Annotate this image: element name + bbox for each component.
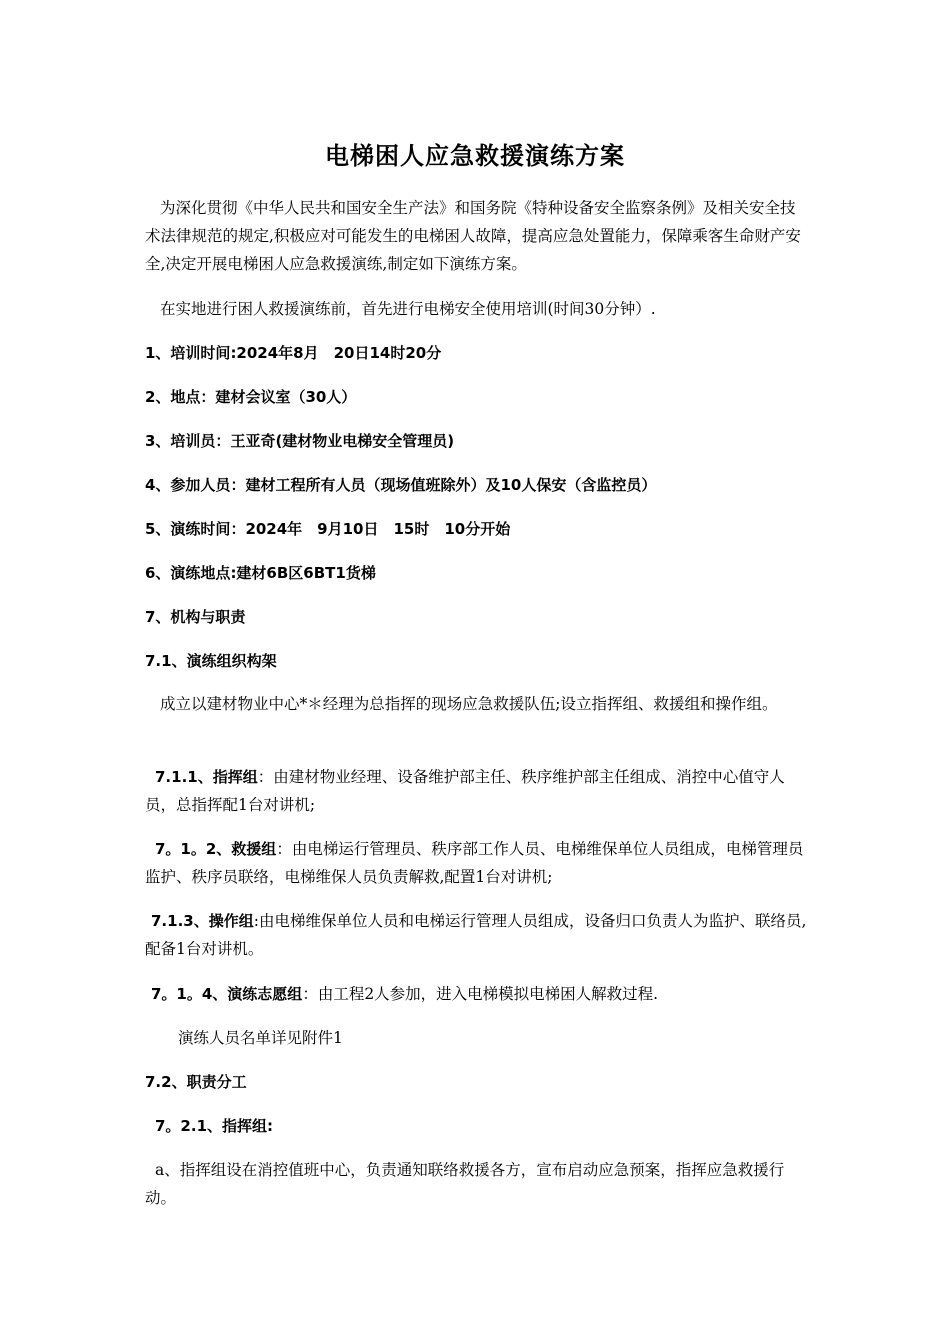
training-note: 在实地进行困人救援演练前，首先进行电梯安全使用培训(时间30分钟）. bbox=[160, 300, 656, 318]
item-location: 2、地点：建材会议室（30人） bbox=[145, 388, 357, 406]
organization-paragraph: 成立以建材物业中心*＊经理为总指挥的现场应急救援队伍;设立指挥组、救援组和操作组。 bbox=[160, 695, 778, 713]
section-duty-division: 7.2、职责分工 bbox=[145, 1073, 247, 1091]
item-participants: 4、参加人员：建材工程所有人员（现场值班除外）及10人保安（含监控员） bbox=[145, 476, 657, 494]
roster-note: 演练人员名单详见附件1 bbox=[178, 1029, 343, 1047]
intro-paragraph: 为深化贯彻《中华人民共和国安全生产法》和国务院《特种设备安全监察条例》及相关安全技术法律规范的规定,积极应对可能发生的电梯困人故障，提高应急处置能力，保障乘客生命财产安全,决定开展电梯困人应急救援演练,制定如下演练方案。 bbox=[145, 199, 801, 273]
group-operation-text: :由电梯维保单位人员和电梯运行管理人员组成，设备归口负责人为监护、联络员,配备1台对讲机。 bbox=[145, 912, 807, 958]
group-rescue-text: ：由电梯运行管理员、秩序部工作人员、电梯维保单位人员组成，电梯管理员监护、秩序员联络，电梯维保人员负责解救,配置1台对讲机; bbox=[145, 840, 804, 886]
group-rescue-paragraph bbox=[145, 835, 810, 891]
group-volunteer-paragraph bbox=[145, 980, 810, 1008]
item-training-time: 1、培训时间:2024年8月 20日14时20分 bbox=[145, 344, 442, 362]
group-operation-paragraph bbox=[145, 907, 810, 963]
group-operation-label: 7.1.3、操作组 bbox=[151, 912, 254, 930]
section-command-group: 7。2.1、指挥组: bbox=[155, 1117, 274, 1135]
item-drill-time: 5、演练时间：2024年 9月10日 15时 10分开始 bbox=[145, 520, 511, 538]
group-volunteer-text: ：由工程2人参加，进入电梯模拟电梯困人解救过程. bbox=[302, 985, 659, 1003]
section-organization-structure: 7.1、演练组织构架 bbox=[145, 652, 277, 670]
group-rescue-label: 7。1。2、救援组 bbox=[155, 840, 277, 858]
item-trainer: 3、培训员：王亚奇(建材物业电梯安全管理员) bbox=[145, 432, 455, 450]
command-duty-a: a、指挥组设在消控值班中心，负责通知联络救援各方，宣布启动应急预案，指挥应急救援行动。 bbox=[145, 1161, 785, 1207]
item-drill-location: 6、演练地点:建材6B区6BT1货梯 bbox=[145, 564, 376, 582]
group-command-label: 7.1.1、指挥组 bbox=[155, 768, 258, 786]
document-title: 电梯困人应急救援演练方案 bbox=[325, 142, 625, 170]
group-command-paragraph bbox=[145, 763, 810, 819]
group-volunteer-label: 7。1。4、演练志愿组 bbox=[151, 985, 303, 1003]
group-command-text: ：由建材物业经理、设备维护部主任、秩序维护部主任组成、消控中心值守人员，总指挥配1台对讲机; bbox=[145, 768, 785, 814]
section-organization-duties: 7、机构与职责 bbox=[145, 608, 246, 626]
